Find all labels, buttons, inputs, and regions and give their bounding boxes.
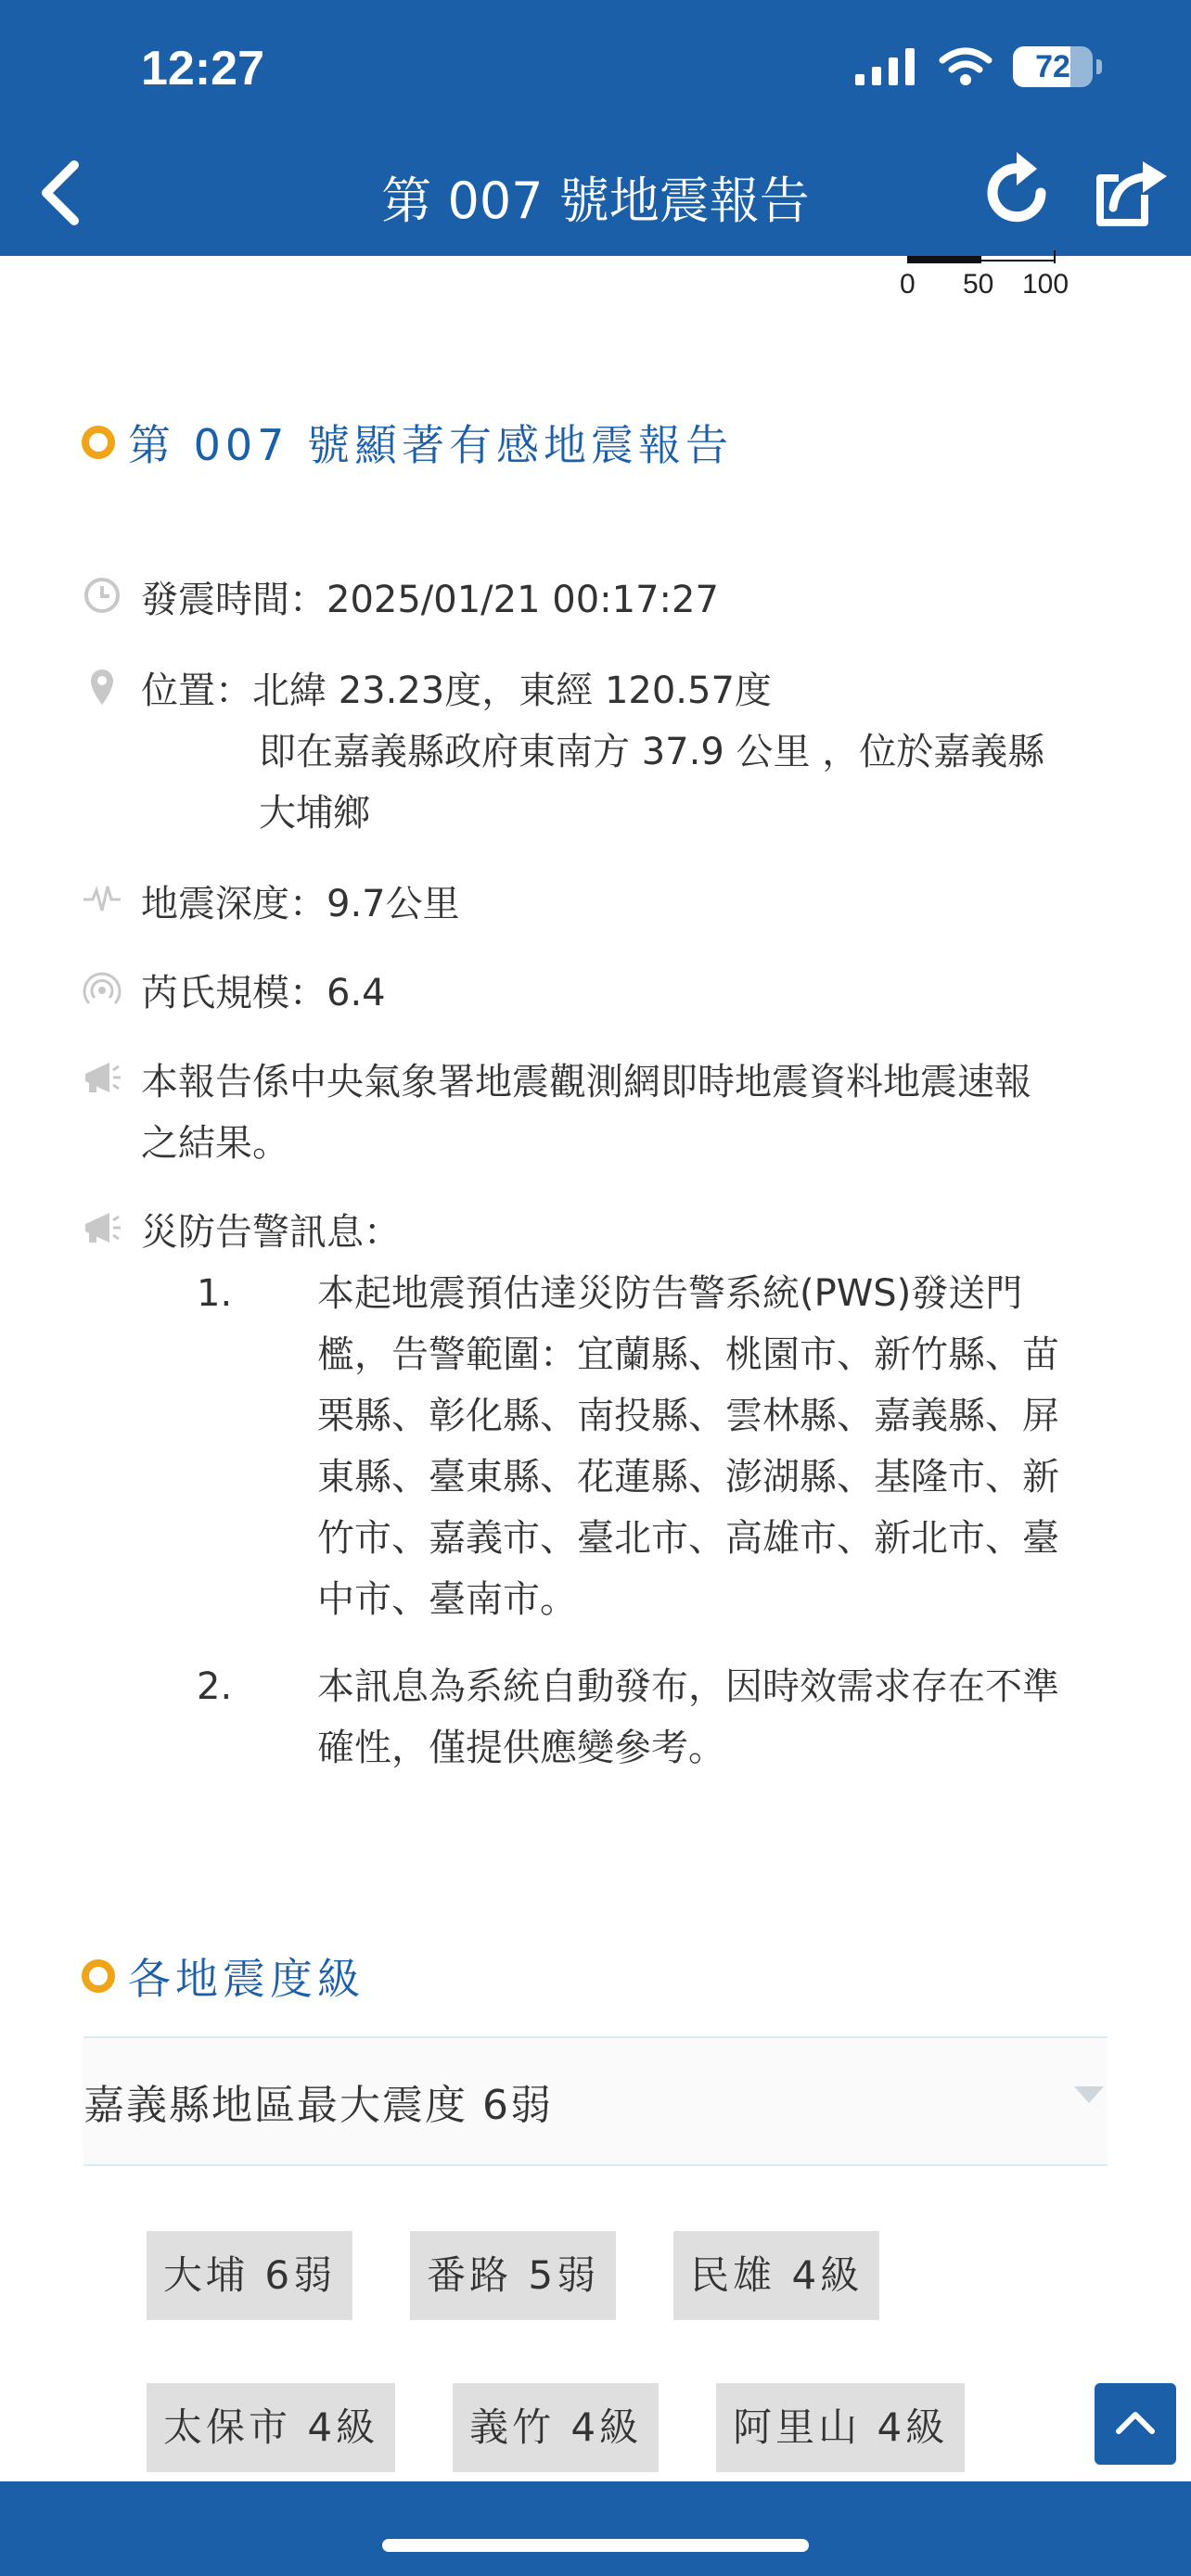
intensity-chip: 阿里山 4級 xyxy=(716,2383,965,2472)
warning-title: 災防告警訊息： xyxy=(141,1211,401,1254)
warning-line: 竹市、嘉義市、臺北市、高雄市、新北市、臺 xyxy=(317,1517,1059,1560)
region-accordion[interactable] xyxy=(83,2036,1108,2166)
report-heading xyxy=(82,412,733,473)
scale-label-0: 0 xyxy=(900,269,916,300)
quake-time: 發震時間：2025/01/21 00:17:27 xyxy=(141,579,719,621)
list-number: 1. xyxy=(197,1272,233,1315)
intensity-chip: 太保市 4級 xyxy=(147,2383,395,2472)
waveform-icon xyxy=(82,879,122,920)
clock-icon xyxy=(82,575,122,616)
broadcast-icon xyxy=(82,968,122,1009)
depth: 地震深度：9.7公里 xyxy=(141,883,460,925)
top-bar xyxy=(0,0,1191,256)
wifi-icon xyxy=(939,47,992,86)
magnitude-row xyxy=(82,963,1111,1024)
intensity-chip: 番路 5弱 xyxy=(410,2231,616,2320)
location-line-1: 位置：北緯 23.23度，東經 120.57度 xyxy=(141,670,772,712)
warning-line: 東縣、臺東縣、花蓮縣、澎湖縣、基隆市、新 xyxy=(317,1456,1059,1498)
warning-line: 本起地震預估達災防告警系統(PWS)發送門 xyxy=(317,1272,1023,1315)
scroll-to-top-button[interactable] xyxy=(1095,2383,1176,2465)
list-item xyxy=(186,1656,1095,1779)
signal-icon xyxy=(855,48,918,85)
scale-bar xyxy=(907,256,1056,263)
source-line-2: 之結果。 xyxy=(141,1122,289,1165)
battery-icon xyxy=(1013,46,1093,87)
depth-row xyxy=(82,874,1111,935)
home-indicator[interactable] xyxy=(382,2539,809,2552)
list-number: 2. xyxy=(197,1665,233,1708)
report-title: 第 007 號顯著有感地震報告 xyxy=(128,420,734,470)
status-time: 12:27 xyxy=(141,42,264,96)
bottom-bar xyxy=(0,2481,1191,2576)
battery-level: 72 xyxy=(1035,48,1070,84)
warning-row xyxy=(82,1202,1111,1263)
chevron-up-icon xyxy=(1095,2383,1176,2465)
intensity-chip: 民雄 4級 xyxy=(673,2231,879,2320)
intensity-chip: 義竹 4級 xyxy=(453,2383,659,2472)
megaphone-icon xyxy=(82,1057,122,1098)
scale-label-100: 100 xyxy=(1022,269,1069,300)
list-item xyxy=(186,1263,1095,1630)
location-line-2: 即在嘉義縣政府東南方 37.9 公里 ，位於嘉義縣 xyxy=(259,731,1045,773)
intensity-heading xyxy=(82,1945,365,2007)
warning-line: 檻，告警範圍：宜蘭縣、桃園市、新竹縣、苗 xyxy=(317,1333,1059,1376)
status-icons xyxy=(855,46,1102,87)
megaphone-icon xyxy=(82,1207,122,1248)
location-line-3: 大埔鄉 xyxy=(259,792,370,835)
bullet-icon xyxy=(82,1959,115,1993)
warning-list xyxy=(186,1263,1095,1804)
quake-time-row xyxy=(82,569,1111,631)
map-scale xyxy=(900,256,1067,312)
magnitude: 芮氏規模：6.4 xyxy=(141,972,386,1014)
location-row xyxy=(82,660,1111,844)
warning-line: 栗縣、彰化縣、南投縣、雲林縣、嘉義縣、屏 xyxy=(317,1395,1059,1437)
warning-line: 確性，僅提供應變參考。 xyxy=(317,1727,725,1769)
bullet-icon xyxy=(82,426,115,459)
battery-tip xyxy=(1096,59,1102,74)
intensity-chip: 大埔 6弱 xyxy=(147,2231,352,2320)
region-max-intensity: 嘉義縣地區最大震度 6弱 xyxy=(83,2082,553,2129)
intensity-title: 各地震度級 xyxy=(128,1954,365,2004)
chevron-down-icon xyxy=(1074,2086,1104,2103)
source-line-1: 本報告係中央氣象署地震觀測網即時地震資料地震速報 xyxy=(141,1061,1031,1103)
source-row xyxy=(82,1052,1111,1174)
share-icon[interactable] xyxy=(1093,154,1171,232)
warning-line: 中市、臺南市。 xyxy=(317,1578,577,1621)
location-pin-icon xyxy=(82,666,122,707)
warning-line: 本訊息為系統自動發布，因時效需求存在不準 xyxy=(317,1665,1059,1708)
scale-label-50: 50 xyxy=(963,269,994,300)
page-title: 第 007 號地震報告 xyxy=(381,172,810,230)
refresh-icon[interactable] xyxy=(983,148,1057,232)
